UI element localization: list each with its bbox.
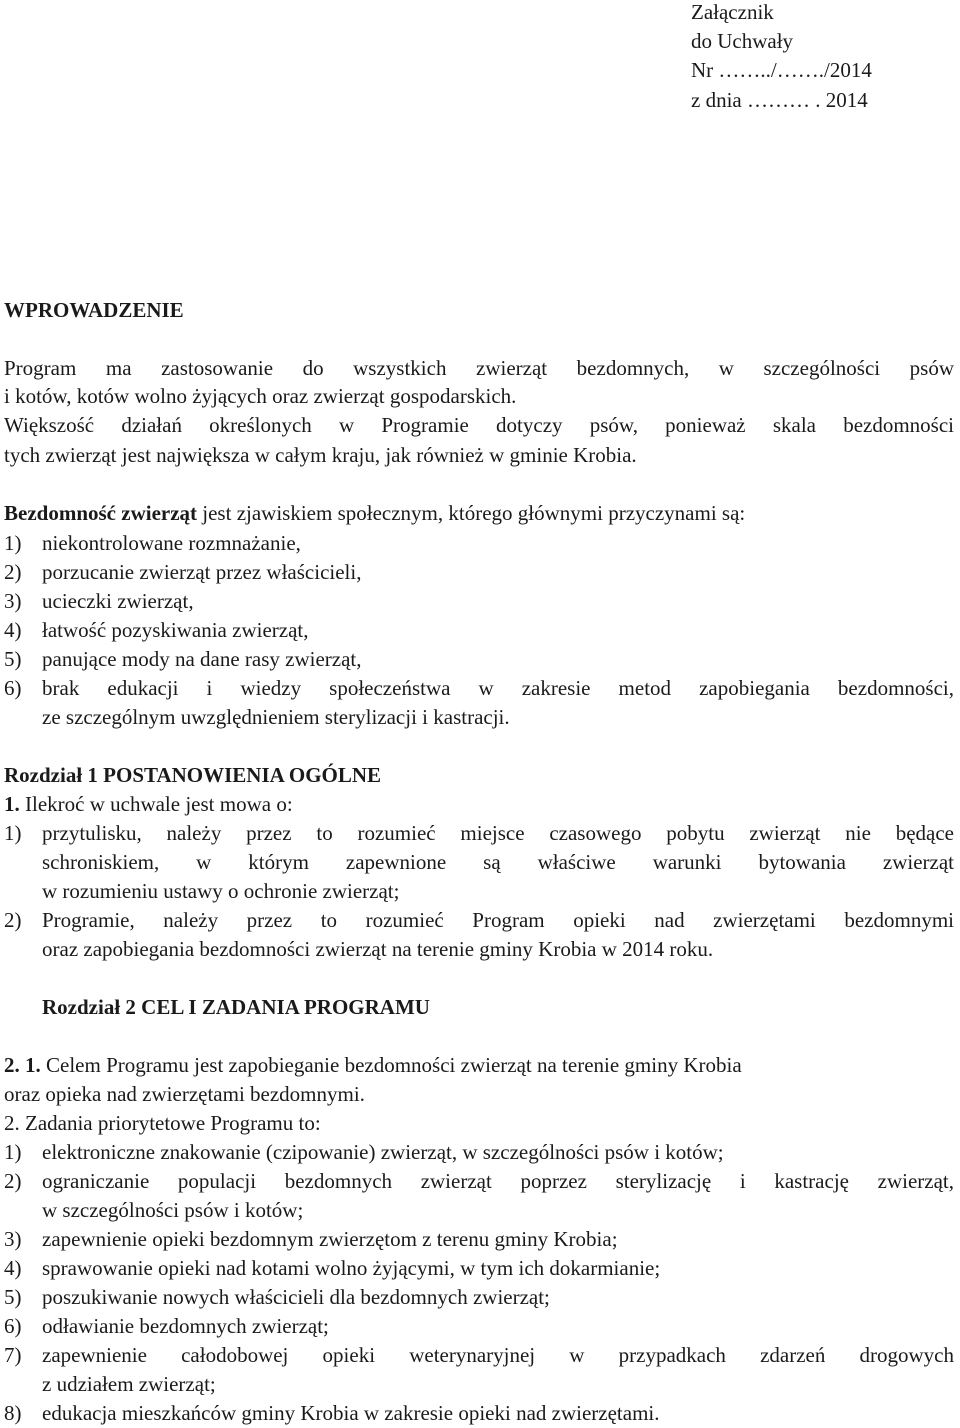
cause-num: 2) <box>4 560 22 584</box>
definition-line: w rozumieniu ustawy o ochronie zwierząt; <box>42 879 400 903</box>
intro-heading: WPROWADZENIE <box>4 298 184 322</box>
cause-text: porzucanie zwierząt przez właścicieli, <box>42 560 362 584</box>
chapter1-section <box>4 792 293 816</box>
chapter2-section-text: Celem Programu jest zapobieganie bezdomności zwierząt na terenie gminy Krobia <box>40 1053 742 1077</box>
cause-text: łatwość pozyskiwania zwierząt, <box>42 618 309 642</box>
intro-p1-line1: Program ma zastosowanie do wszystkich zwierząt bezdomnych, w szczególności psów <box>4 356 954 380</box>
cause-num: 4) <box>4 618 22 642</box>
cause-text-continued: ze szczególnym uwzględnieniem sterylizacji i kastracji. <box>42 705 510 729</box>
task-num: 5) <box>4 1285 22 1309</box>
task-line: zapewnienie całodobowej opieki weterynaryjnej w przypadkach zdarzeń drogowych <box>42 1343 954 1367</box>
intro-p2-line2: tych zwierząt jest największa w całym kraju, jak również w gminie Krobia. <box>4 443 637 467</box>
cause-text: niekontrolowane rozmnażanie, <box>42 531 301 555</box>
task-num: 8) <box>4 1401 22 1425</box>
task-line: edukacja mieszkańców gminy Krobia w zakresie opieki nad zwierzętami. <box>42 1401 660 1425</box>
chapter2-section-number: 2. 1. <box>4 1053 41 1077</box>
task-line: odławianie bezdomnych zwierząt; <box>42 1314 329 1338</box>
chapter1-title: Rozdział 1 POSTANOWIENIA OGÓLNE <box>4 763 382 787</box>
cause-text: brak edukacji i wiedzy społeczeństwa w zakresie metod zapobiegania bezdomności, <box>42 676 954 700</box>
definition-line: oraz zapobiegania bezdomności zwierząt na terenie gminy Krobia w 2014 roku. <box>42 937 714 961</box>
chapter2-title: Rozdział 2 CEL I ZADANIA PROGRAMU <box>42 995 430 1019</box>
definition-num: 2) <box>4 908 22 932</box>
definition-num: 1) <box>4 821 22 845</box>
cause-num: 5) <box>4 647 22 671</box>
task-line: ograniczanie populacji bezdomnych zwierząt poprzez sterylizację i kastrację zwierząt, <box>42 1169 954 1193</box>
cause-text: panujące mody na dane rasy zwierząt, <box>42 647 362 671</box>
header-line-4: z dnia ……… . 2014 <box>691 88 868 112</box>
task-line: elektroniczne znakowanie (czipowanie) zwierząt, w szczególności psów i kotów; <box>42 1140 724 1164</box>
cause-num: 6) <box>4 676 22 700</box>
tasks-lead: 2. Zadania priorytetowe Programu to: <box>4 1111 321 1135</box>
cause-num: 1) <box>4 531 22 555</box>
chapter1-section-text: Ilekroć w uchwale jest mowa o: <box>19 792 293 816</box>
definition-line: Programie, należy przez to rozumieć Program opieki nad zwierzętami bezdomnymi <box>42 908 954 932</box>
chapter1-section-number: 1. <box>4 792 20 816</box>
cause-num: 3) <box>4 589 22 613</box>
task-num: 4) <box>4 1256 22 1280</box>
task-line: sprawowanie opieki nad kotami wolno żyjącymi, w tym ich dokarmianie; <box>42 1256 661 1280</box>
task-num: 7) <box>4 1343 22 1367</box>
chapter2-section <box>4 1053 954 1077</box>
causes-lead-bold: Bezdomność zwierząt <box>4 501 198 525</box>
causes-lead <box>4 501 745 525</box>
task-line: z udziałem zwierząt; <box>42 1372 216 1396</box>
task-num: 3) <box>4 1227 22 1251</box>
header-line-1: Załącznik <box>691 0 774 24</box>
causes-lead-rest: jest zjawiskiem społecznym, którego głównymi przyczynami są: <box>197 501 746 525</box>
cause-text: ucieczki zwierząt, <box>42 589 194 613</box>
header-line-2: do Uchwały <box>691 29 794 53</box>
task-line: poszukiwanie nowych właścicieli dla bezdomnych zwierząt; <box>42 1285 550 1309</box>
task-line: zapewnienie opieki bezdomnym zwierzętom z terenu gminy Krobia; <box>42 1227 618 1251</box>
task-num: 6) <box>4 1314 22 1338</box>
definition-line: przytulisku, należy przez to rozumieć miejsce czasowego pobytu zwierząt nie będące <box>42 821 954 845</box>
intro-p2-line1: Większość działań określonych w Programie dotyczy psów, ponieważ skala bezdomności <box>4 413 954 437</box>
intro-p1-line2: i kotów, kotów wolno żyjących oraz zwierząt gospodarskich. <box>4 384 517 408</box>
task-num: 2) <box>4 1169 22 1193</box>
definition-line: schroniskiem, w którym zapewnione są właściwe warunki bytowania zwierząt <box>42 850 954 874</box>
task-line: w szczególności psów i kotów; <box>42 1198 304 1222</box>
task-num: 1) <box>4 1140 22 1164</box>
chapter2-section-line2: oraz opieka nad zwierzętami bezdomnymi. <box>4 1082 365 1106</box>
header-line-3: Nr ……../……./2014 <box>691 58 872 82</box>
